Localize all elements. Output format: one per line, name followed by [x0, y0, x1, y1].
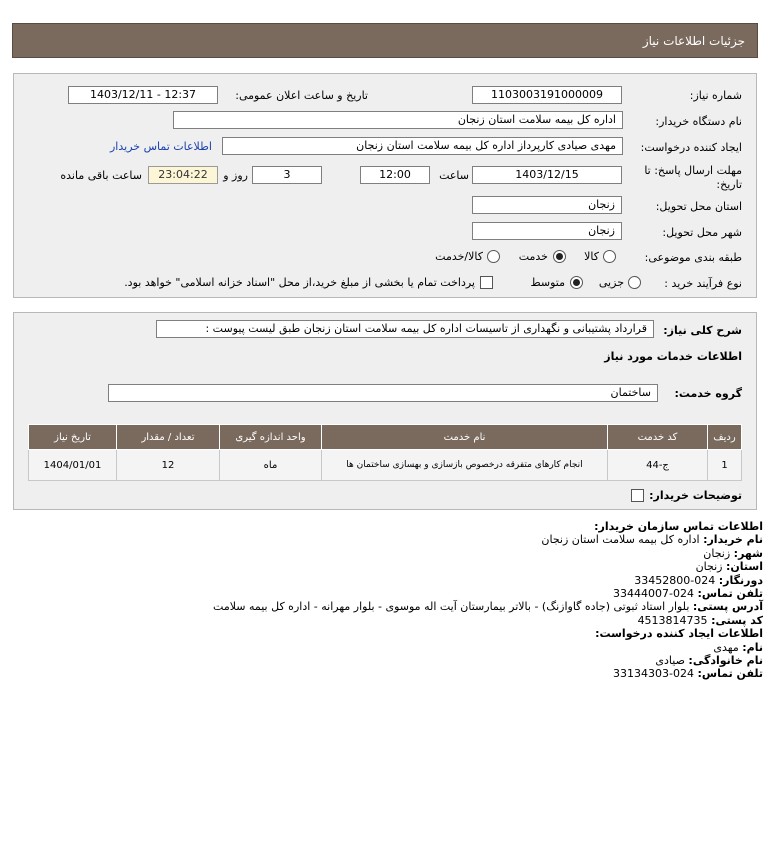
city-field[interactable]: زنجان — [472, 222, 622, 240]
col-service-code: کد خدمت — [608, 425, 708, 450]
category-both-radio[interactable] — [487, 250, 500, 263]
phone-line: تلفن تماس: 024-33444007 — [613, 587, 763, 601]
col-row: ردیف — [708, 425, 742, 450]
category-label: طبقه بندی موضوعی: — [644, 251, 742, 264]
category-service-radio[interactable] — [553, 250, 566, 263]
fax-line: دورنگار: 024-33452800 — [634, 573, 763, 587]
deadline-label: مهلت ارسال پاسخ: تا تاریخ: — [644, 164, 742, 191]
last-name-line: نام خانوادگی: صیادی — [655, 654, 763, 668]
service-group-label: گروه خدمت: — [674, 387, 742, 400]
process-minor-radio[interactable] — [628, 276, 641, 289]
col-need-date: تاریخ نیاز — [29, 425, 117, 450]
summary-label: شرح کلی نیاز: — [663, 324, 742, 337]
buyer-field[interactable]: اداره کل بیمه سلامت استان زنجان — [173, 111, 623, 129]
cell-service-name: انجام کارهای متفرقه درخصوص بازسازی و بهسازی ساختمان ها — [322, 450, 608, 481]
buyer-notes-checkbox[interactable] — [631, 489, 644, 502]
buyer-label: نام دستگاه خریدار: — [655, 115, 742, 128]
services-table — [28, 424, 742, 481]
org-contact-title: اطلاعات تماس سازمان خریدار: — [594, 520, 763, 533]
announce-label: تاریخ و ساعت اعلان عمومی: — [235, 89, 368, 102]
category-service-label: خدمت — [518, 250, 548, 263]
cell-quantity: 12 — [117, 450, 220, 481]
postal-line: کد پستی: 4513814735 — [637, 613, 763, 627]
cell-need-date: 1404/01/01 — [29, 450, 117, 481]
address-line: آدرس پستی: بلوار استاد ثبوتی (جاده گاوازنگ) - بالاتر بیمارستان آیت اله موسوی - بلوار مهرانه - اداره کل بیمه سلامت — [213, 600, 763, 614]
deadline-time-label: ساعت — [439, 169, 469, 182]
cell-service-code: ج-44 — [608, 450, 708, 481]
process-medium-label: متوسط — [530, 276, 565, 289]
deadline-time-field[interactable]: 12:00 — [360, 166, 430, 184]
page-title: جزئیات اطلاعات نیاز — [642, 34, 745, 48]
need-number-field[interactable]: 1103003191000009 — [472, 86, 622, 104]
buyer-notes-label: توضیحات خریدار: — [649, 489, 742, 502]
col-service-name: نام خدمت — [322, 425, 608, 450]
contact-info — [213, 520, 763, 681]
cell-row: 1 — [708, 450, 742, 481]
treasury-payment-checkbox[interactable] — [480, 276, 493, 289]
creator-contact-title: اطلاعات ایجاد کننده درخواست: — [595, 627, 763, 641]
days-label: روز و — [223, 169, 248, 182]
buyer-name-line: نام خریدار: اداره کل بیمه سلامت استان زنجان — [541, 533, 763, 547]
creator-field[interactable]: مهدی صیادی کارپرداز اداره کل بیمه سلامت استان زنجان — [222, 137, 623, 155]
col-unit: واحد اندازه گیری — [220, 425, 322, 450]
need-number-label: شماره نیاز: — [689, 89, 742, 102]
col-quantity: تعداد / مقدار — [117, 425, 220, 450]
page-header — [12, 23, 758, 58]
remaining-timer: 23:04:22 — [148, 166, 218, 184]
deadline-date-field[interactable]: 1403/12/15 — [472, 166, 622, 184]
province-line: استان: زنجان — [695, 560, 763, 574]
table-row — [29, 450, 742, 481]
category-goods-label: کالا — [584, 250, 599, 263]
cell-unit: ماه — [220, 450, 322, 481]
category-goods-radio[interactable] — [603, 250, 616, 263]
creator-phone-line: تلفن تماس: 024-33134303 — [613, 667, 763, 681]
province-label: استان محل تحویل: — [655, 200, 742, 213]
services-title: اطلاعات خدمات مورد نیاز — [604, 350, 742, 363]
first-name-line: نام: مهدی — [713, 640, 763, 654]
process-minor-label: جزیی — [598, 276, 624, 289]
summary-field[interactable]: قرارداد پشتیبانی و نگهداری از تاسیسات اداره کل بیمه سلامت استان زنجان طبق لیست پیوست : — [156, 320, 654, 338]
process-label: نوع فرآیند خرید : — [664, 277, 742, 290]
category-both-label: کالا/خدمت — [435, 250, 483, 263]
city-line: شهر: زنجان — [703, 546, 763, 560]
province-field[interactable]: زنجان — [472, 196, 622, 214]
buyer-contact-link[interactable]: اطلاعات تماس خریدار — [110, 140, 212, 153]
service-group-field[interactable]: ساختمان — [108, 384, 658, 402]
creator-label: ایجاد کننده درخواست: — [640, 141, 742, 154]
process-medium-radio[interactable] — [570, 276, 583, 289]
remaining-label: ساعت باقی مانده — [60, 169, 142, 182]
days-field[interactable]: 3 — [252, 166, 322, 184]
city-label: شهر محل تحویل: — [662, 226, 742, 239]
announce-field[interactable]: 1403/12/11 - 12:37 — [68, 86, 218, 104]
payment-note: پرداخت تمام یا بخشی از مبلغ خرید،از محل "اسناد خزانه اسلامی" خواهد بود. — [124, 276, 475, 289]
